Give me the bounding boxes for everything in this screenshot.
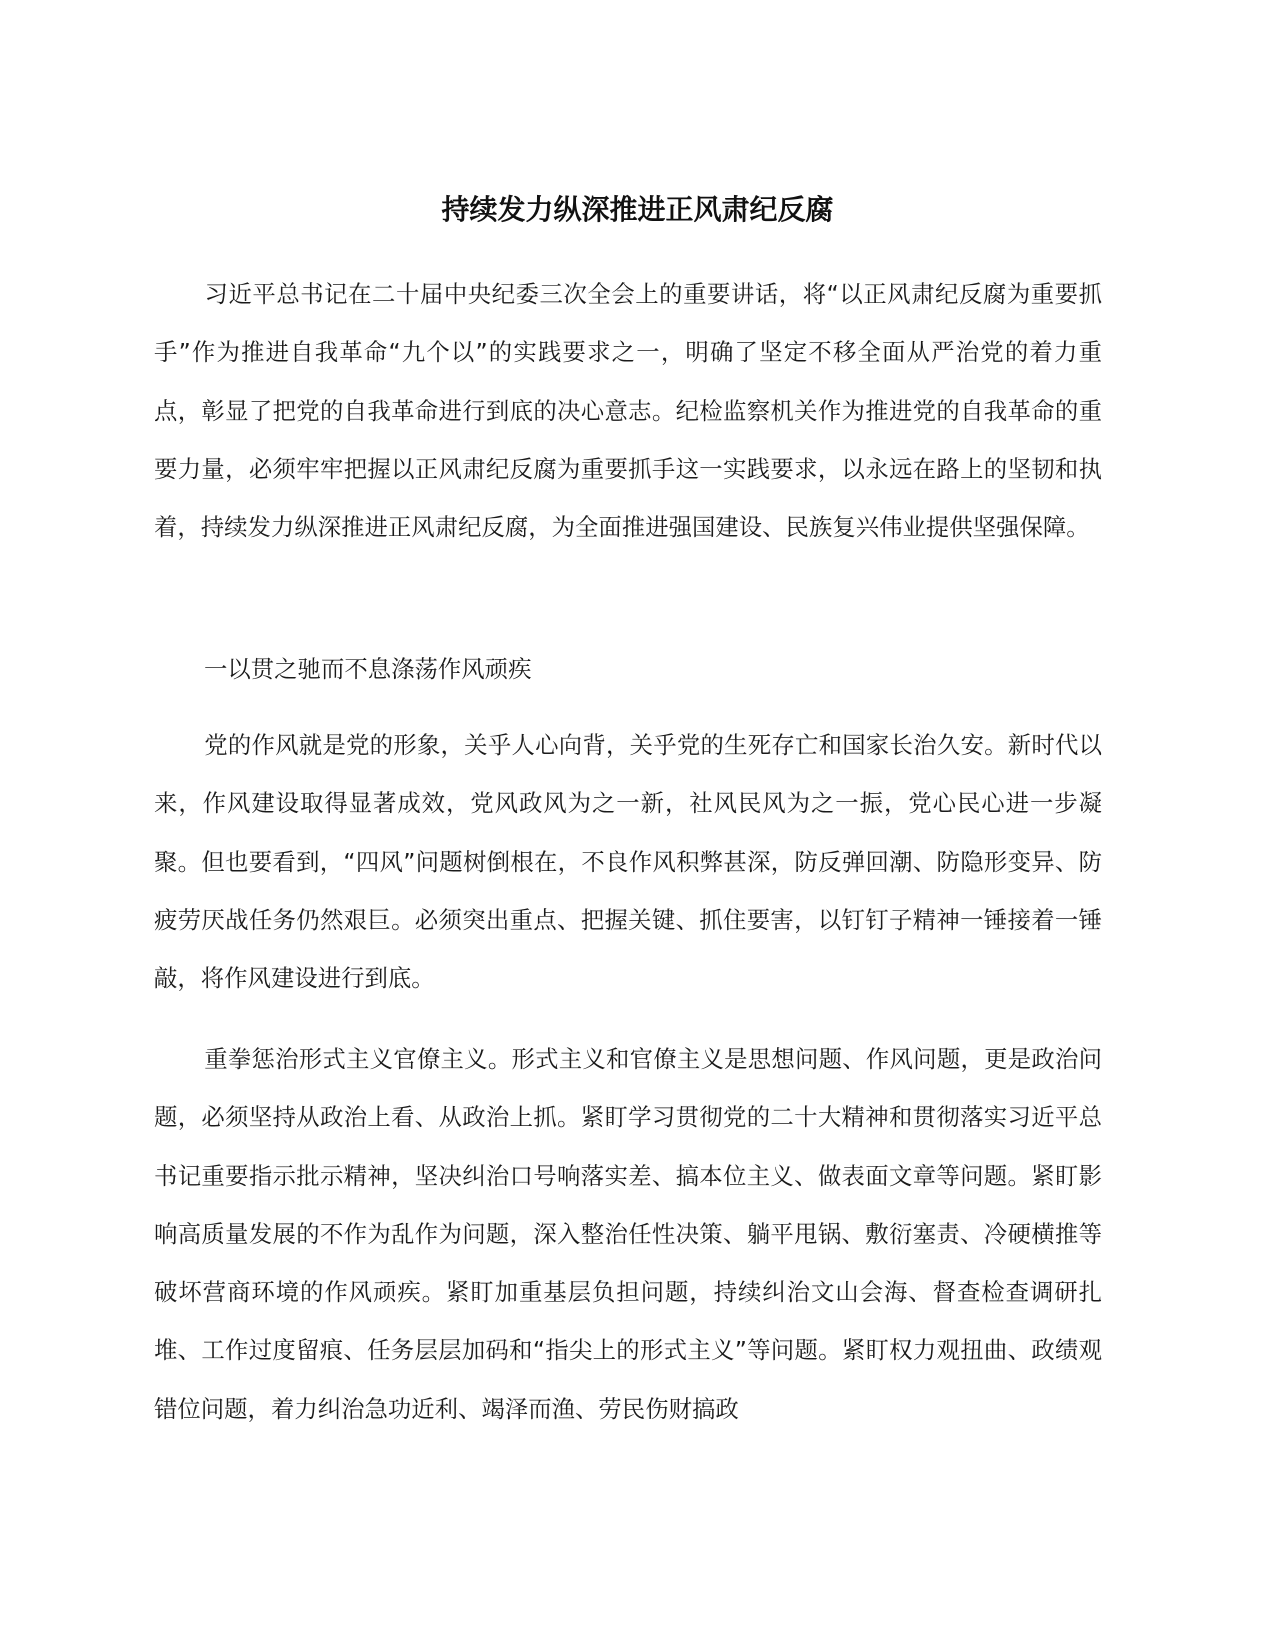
paragraph-text: 习近平总书记在二十届中央纪委三次全会上的重要讲话，将“以正风肃纪反腐为重要抓手”作为推进自我革命“九个以”的实践要求之一，明确了坚定不移全面从严治党的着力重点，彰显了把党的自我革命进行到底的决心意志。纪检监察机关作为推进党的自我革命的重要力量，必须牢牢把握以正风肃纪反腐为重要抓手这一实践要求，以永远在路上的坚韧和执着，持续发力纵深推进正风肃纪反腐，为全面推进强国建设、民族复兴伟业提供坚强保障。 [154,280,1102,542]
section-heading [154,640,1102,698]
paragraph-formalism [154,1030,1102,1438]
document-title: 持续发力纵深推进正风肃纪反腐 [441,193,834,226]
section-heading-text: 一以贯之驰而不息涤荡作风顽疾 [204,655,532,683]
paragraph-text: 党的作风就是党的形象，关乎人心向背，关乎党的生死存亡和国家长治久安。新时代以来，作风建设取得显著成效，党风政风为之一新，社风民风为之一振，党心民心进一步凝聚。但也要看到，“四风”问题树倒根在，不良作风积弊甚深，防反弹回潮、防隐形变异、防疲劳厌战任务仍然艰巨。必须突出重点、把握关键、抓住要害，以钉钉子精神一锤接着一锤敲，将作风建设进行到底。 [154,731,1102,993]
paragraph-style-work [154,716,1102,1007]
paragraph-intro [154,265,1102,556]
paragraph-text: 重拳惩治形式主义官僚主义。形式主义和官僚主义是思想问题、作风问题，更是政治问题，必须坚持从政治上看、从政治上抓。紧盯学习贯彻党的二十大精神和贯彻落实习近平总书记重要指示批示精神，坚决纠治口号响落实差、搞本位主义、做表面文章等问题。紧盯影响高质量发展的不作为乱作为问题，深入整治任性决策、躺平甩锅、敷衍塞责、冷硬横推等破坏营商环境的作风顽疾。紧盯加重基层负担问题，持续纠治文山会海、督查检查调研扎堆、工作过度留痕、任务层层加码和“指尖上的形式主义”等问题。紧盯权力观扭曲、政绩观错位问题，着力纠治急功近利、竭泽而渔、劳民伤财搞政 [154,1045,1102,1423]
